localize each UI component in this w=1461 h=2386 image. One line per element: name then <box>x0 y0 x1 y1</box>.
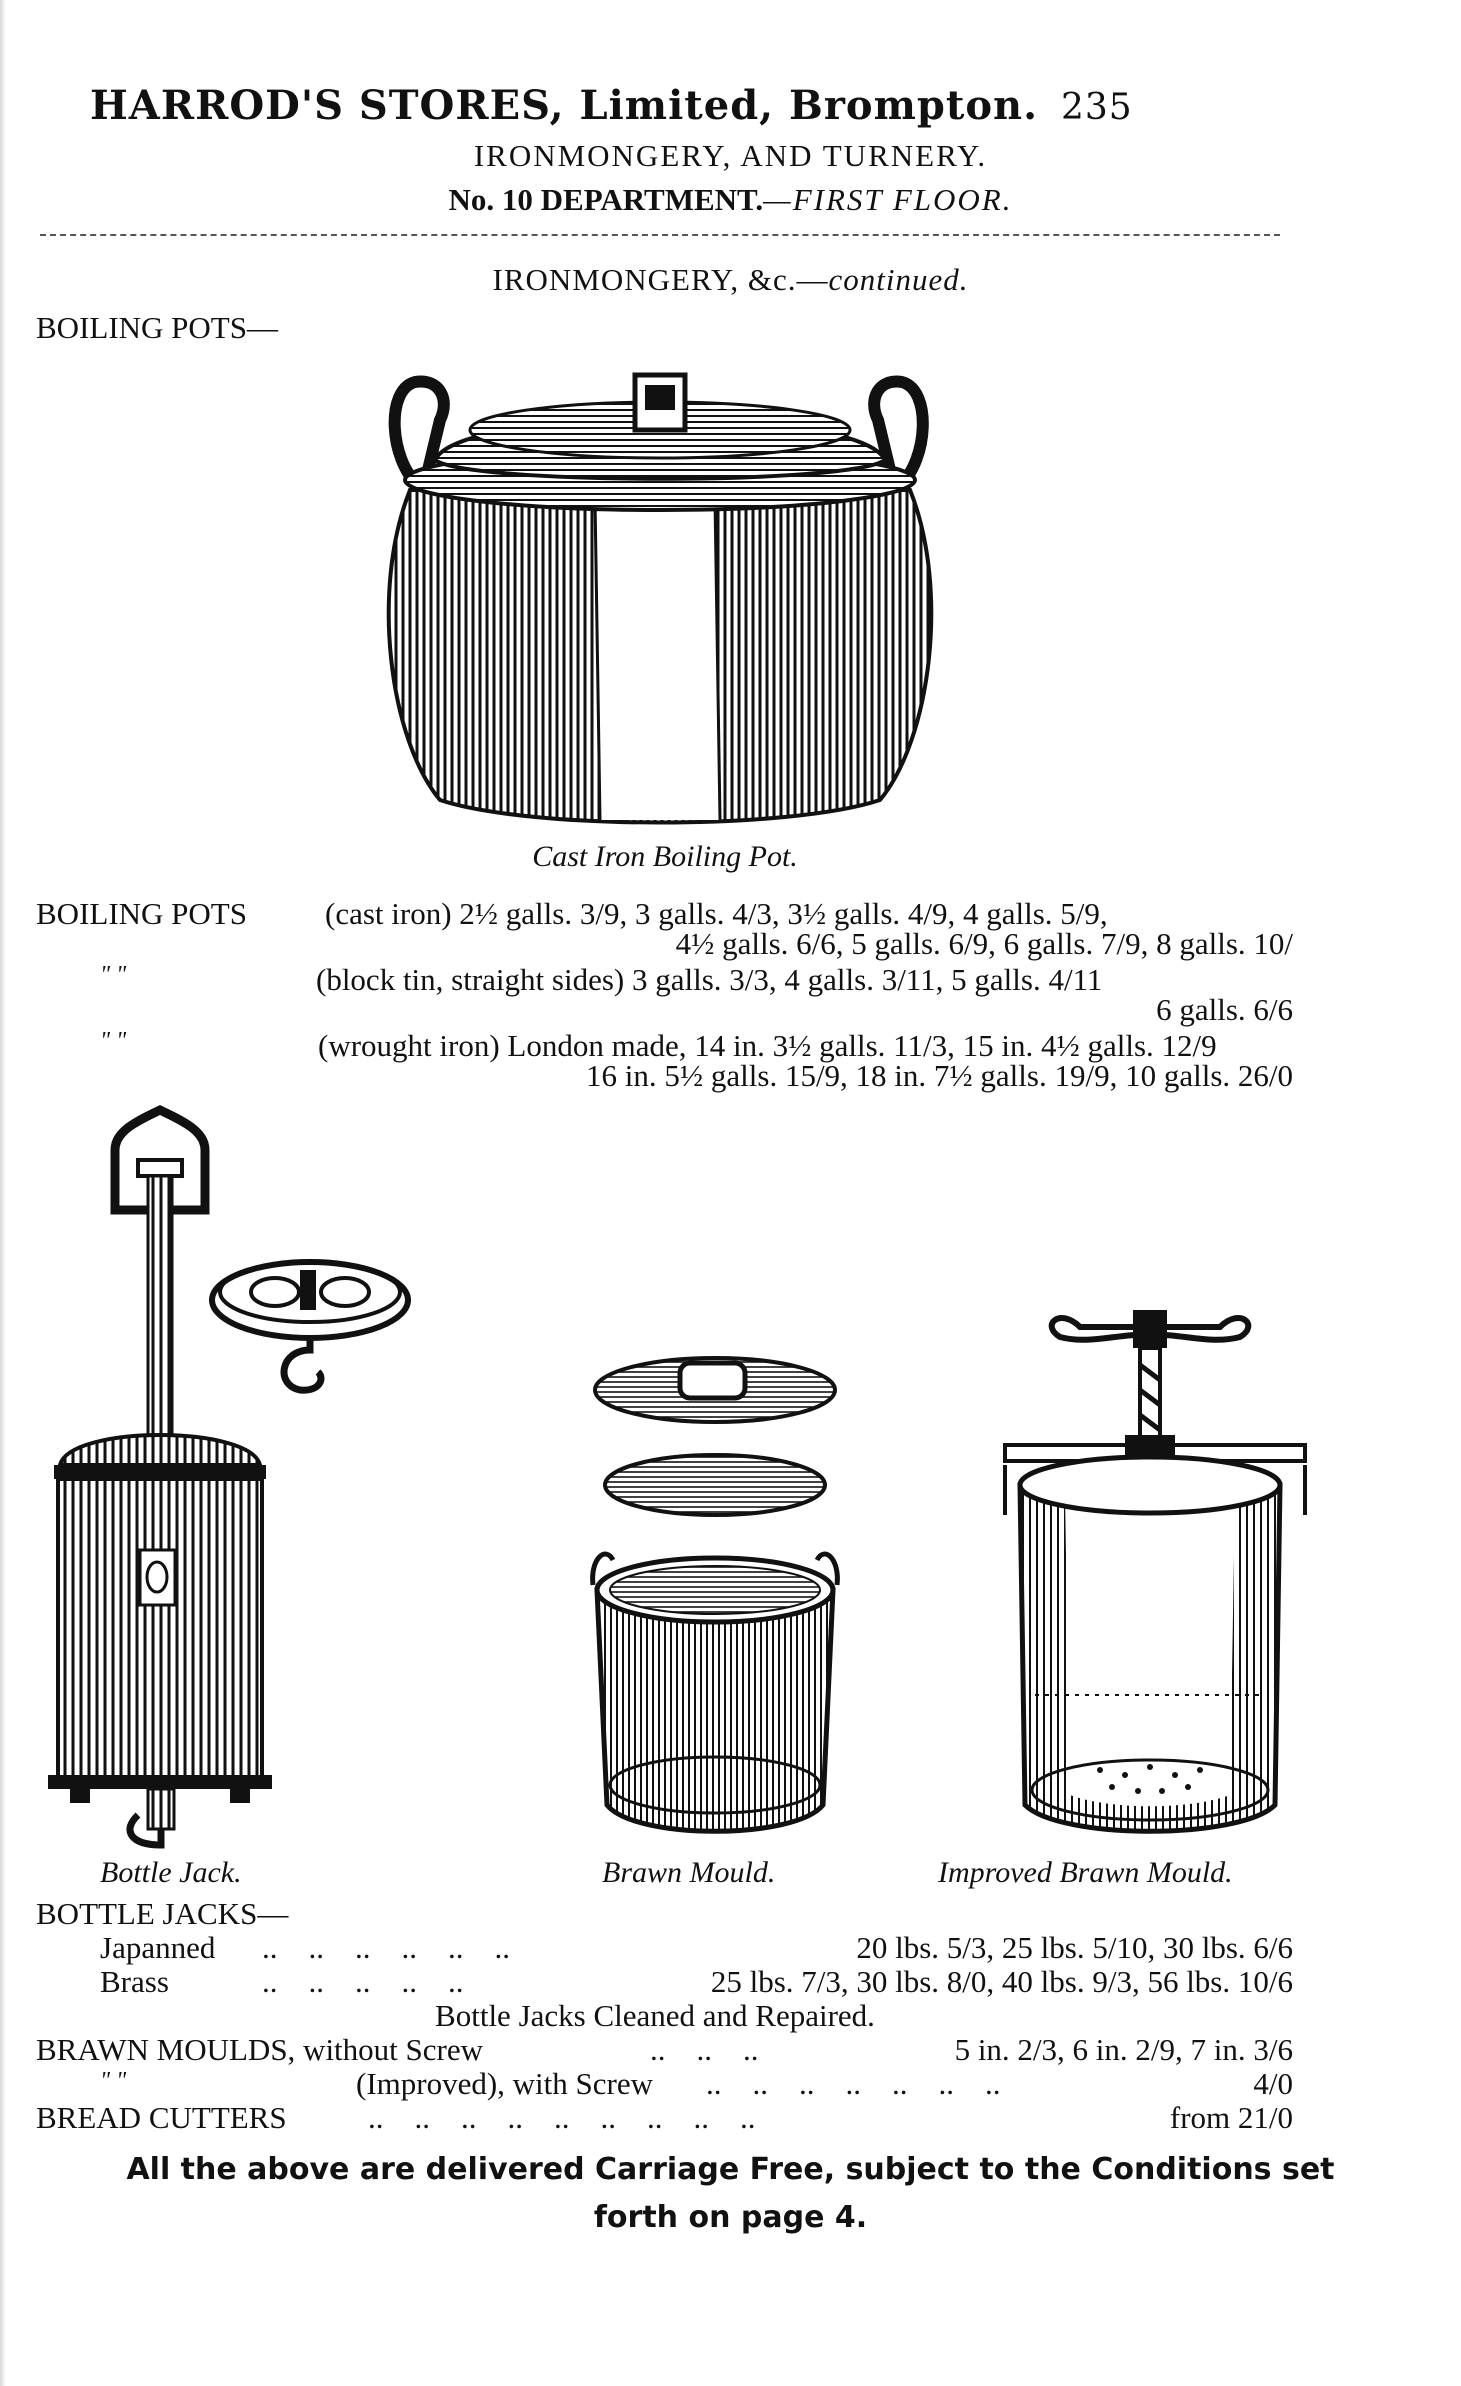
bottle-jack-illustration <box>30 1110 430 1850</box>
boiling-pots-block-tin-line2: 6 galls. 6/6 <box>1156 992 1293 1027</box>
bottle-jacks-heading: BOTTLE JACKS— <box>36 1896 289 1931</box>
boiling-pots-heading: BOILING POTS— <box>36 310 278 345</box>
brawn-mould-caption: Brawn Mould. <box>602 1856 776 1889</box>
improved-brawn-mould-illustration <box>1000 1305 1310 1850</box>
bread-cutters-label: BREAD CUTTERS <box>36 2100 287 2135</box>
improved-brawn-mould-caption: Improved Brawn Mould. <box>938 1856 1233 1889</box>
brawn-moulds-label: BRAWN MOULDS, without Screw <box>36 2032 484 2067</box>
boiling-pots-block-tin-line1: (block tin, straight sides) 3 galls. 3/3, 4 galls. 3/11, 5 galls. 4/11 <box>316 962 1103 997</box>
continued-title: IRONMONGERY, &c.— <box>492 262 829 297</box>
boiling-pot-caption: Cast Iron Boiling Pot. <box>532 840 798 873</box>
department-line <box>0 182 1461 218</box>
brawn-moulds-leader-dots: .. .. .. <box>650 2032 759 2067</box>
page-header-title <box>90 82 1300 129</box>
floor-label: —FIRST FLOOR. <box>763 182 1013 217</box>
boiling-pots-cast-iron-line2: 4½ galls. 6/6, 5 galls. 6/9, 6 galls. 7/9, 8 galls. 10/ <box>675 926 1293 961</box>
boiling-pots-label: BOILING POTS <box>36 896 247 931</box>
ditto-mark: " " <box>100 1028 127 1054</box>
brawn-moulds-prices: 5 in. 2/3, 6 in. 2/9, 7 in. 3/6 <box>954 2032 1293 2067</box>
brass-prices: 25 lbs. 7/3, 30 lbs. 8/0, 40 lbs. 9/3, 56 lbs. 10/6 <box>710 1964 1293 1999</box>
brawn-mould-illustration <box>585 1345 845 1845</box>
bread-cutters-leader-dots: .. .. .. .. .. .. .. .. .. <box>368 2100 756 2135</box>
continued-heading <box>0 262 1461 298</box>
header-divider <box>40 234 1280 236</box>
boiling-pots-wrought-line1: (wrought iron) London made, 14 in. 3½ galls. 11/3, 15 in. 4½ galls. 12/9 <box>318 1028 1217 1063</box>
continued-word: continued. <box>828 262 969 297</box>
delivery-note-line2: forth on page 4. <box>593 2200 868 2235</box>
japanned-label: Japanned <box>100 1930 216 1965</box>
department-label: No. 10 DEPARTMENT. <box>448 182 764 217</box>
boiling-pots-wrought-line2: 16 in. 5½ galls. 15/9, 18 in. 7½ galls. 19/9, 10 galls. 26/0 <box>586 1058 1293 1093</box>
bread-cutters-price: from 21/0 <box>1169 2100 1293 2135</box>
bottle-jack-caption: Bottle Jack. <box>100 1856 242 1889</box>
page-number: 235 <box>1060 87 1133 128</box>
improved-brawn-moulds-price: 4/0 <box>1253 2066 1293 2101</box>
brass-leader-dots: .. .. .. .. .. <box>262 1964 464 1999</box>
japanned-prices: 20 lbs. 5/3, 25 lbs. 5/10, 30 lbs. 6/6 <box>856 1930 1293 1965</box>
boiling-pots-cast-iron-line1: (cast iron) 2½ galls. 3/9, 3 galls. 4/3, 3½ galls. 4/9, 4 galls. 5/9, <box>325 896 1108 931</box>
improved-brawn-moulds-leader-dots: .. .. .. .. .. .. .. <box>706 2066 1001 2101</box>
section-title: IRONMONGERY, AND TURNERY. <box>473 138 988 173</box>
improved-brawn-moulds-label: (Improved), with Screw <box>356 2066 653 2101</box>
ditto-mark: " " <box>100 962 127 988</box>
japanned-leader-dots: .. .. .. .. .. .. <box>262 1930 510 1965</box>
bottle-jacks-repair-note: Bottle Jacks Cleaned and Repaired. <box>435 1998 875 2033</box>
delivery-note-line1: All the above are delivered Carriage Free, subject to the Conditions set <box>126 2152 1335 2187</box>
store-name: HARROD'S STORES, Limited, Brompton. <box>90 82 1039 129</box>
ditto-mark: " " <box>100 2068 127 2094</box>
cast-iron-boiling-pot-illustration <box>380 360 940 830</box>
brass-label: Brass <box>100 1964 169 1999</box>
